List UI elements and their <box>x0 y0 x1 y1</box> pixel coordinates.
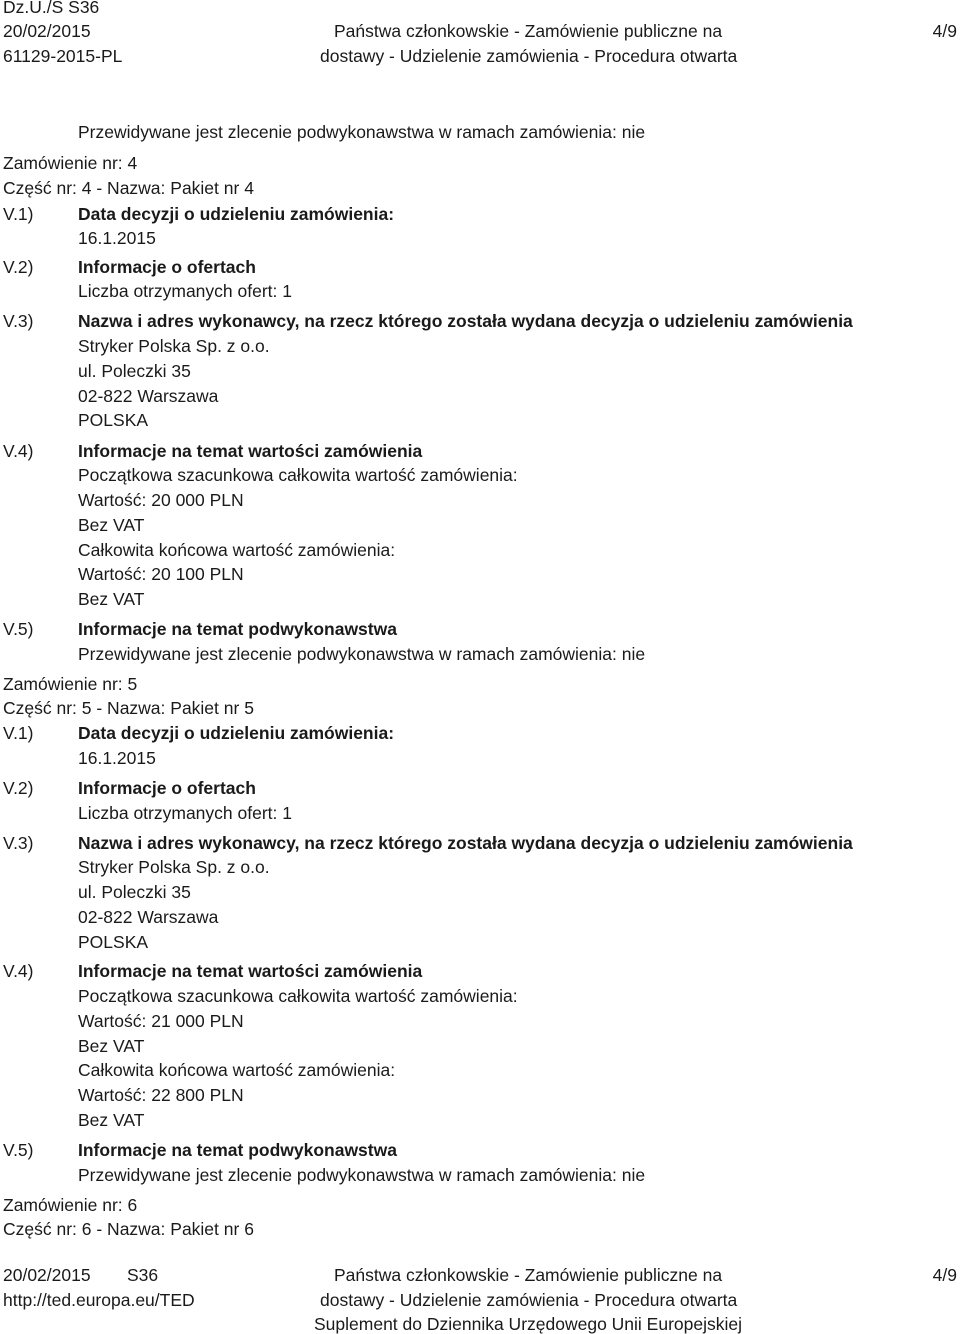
award-date-value: 16.1.2015 <box>78 228 156 248</box>
initial-value-label: Początkowa szacunkowa całkowita wartość zamówienia: <box>78 465 518 485</box>
lot-name: Część nr: 5 - Nazwa: Pakiet nr 5 <box>3 698 254 718</box>
page-footer <box>0 1262 960 1334</box>
section-label-v5: V.5) <box>3 1140 34 1160</box>
lot-name: Część nr: 4 - Nazwa: Pakiet nr 4 <box>3 178 254 198</box>
page-header <box>0 0 960 70</box>
final-value-label: Całkowita końcowa wartość zamówienia: <box>78 1060 396 1080</box>
initial-vat: Bez VAT <box>78 1036 145 1056</box>
final-value-label: Całkowita końcowa wartość zamówienia: <box>78 540 396 560</box>
initial-value: Wartość: 20 000 PLN <box>78 490 244 510</box>
final-value: Wartość: 22 800 PLN <box>78 1085 244 1105</box>
footer-title-line1: Państwa członkowskie - Zamówienie publiczne na <box>334 1265 723 1285</box>
final-vat: Bez VAT <box>78 1110 145 1130</box>
journal-ref: Dz.U./S S36 <box>3 0 100 17</box>
offers-heading: Informacje o ofertach <box>78 778 256 798</box>
offers-count: Liczba otrzymanych ofert: 1 <box>78 281 292 301</box>
order-number: Zamówienie nr: 4 <box>3 153 138 173</box>
contractor-country: POLSKA <box>78 410 149 430</box>
value-heading: Informacje na temat wartości zamówienia <box>78 441 423 461</box>
header-title-line2: dostawy - Udzielenie zamówienia - Procedura otwarta <box>320 46 738 66</box>
section-label-v1: V.1) <box>3 204 34 224</box>
award-date-value: 16.1.2015 <box>78 748 156 768</box>
subcontract-heading: Informacje na temat podwykonawstwa <box>78 1140 397 1160</box>
contractor-name: Stryker Polska Sp. z o.o. <box>78 857 270 877</box>
header-title-line1: Państwa członkowskie - Zamówienie publiczne na <box>334 21 723 41</box>
footer-date: 20/02/2015 <box>3 1265 91 1285</box>
section-label-v4: V.4) <box>3 441 34 461</box>
section-label-v5: V.5) <box>3 619 34 639</box>
offers-count: Liczba otrzymanych ofert: 1 <box>78 803 292 823</box>
subcontract-info: Przewidywane jest zlecenie podwykonawstwa w ramach zamówienia: nie <box>78 644 646 664</box>
initial-value-label: Początkowa szacunkowa całkowita wartość zamówienia: <box>78 986 518 1006</box>
order-number: Zamówienie nr: 5 <box>3 674 138 694</box>
header-page-number: 4/9 <box>932 21 957 41</box>
award-date-heading: Data decyzji o udzieleniu zamówienia: <box>78 723 395 743</box>
award-date-heading: Data decyzji o udzieleniu zamówienia: <box>78 204 395 224</box>
contractor-city: 02-822 Warszawa <box>78 386 219 406</box>
footer-url-link[interactable]: http://ted.europa.eu/TED <box>3 1290 195 1310</box>
header-date: 20/02/2015 <box>3 21 91 41</box>
contractor-street: ul. Poleczki 35 <box>78 882 191 902</box>
contractor-heading: Nazwa i adres wykonawcy, na rzecz którego została wydana decyzja o udzieleniu zamówienia <box>78 833 853 853</box>
contractor-city: 02-822 Warszawa <box>78 907 219 927</box>
contractor-name: Stryker Polska Sp. z o.o. <box>78 336 270 356</box>
footer-supplement: Suplement do Dziennika Urzędowego Unii Europejskiej <box>314 1314 743 1334</box>
section-label-v4: V.4) <box>3 961 34 981</box>
section-label-v3: V.3) <box>3 311 34 331</box>
value-heading: Informacje na temat wartości zamówienia <box>78 961 423 981</box>
notice-id: 61129-2015-PL <box>3 46 123 66</box>
section-label-v1: V.1) <box>3 723 34 743</box>
footer-page-number: 4/9 <box>932 1265 957 1285</box>
contractor-heading: Nazwa i adres wykonawcy, na rzecz którego została wydana decyzja o udzieleniu zamówienia <box>78 311 853 331</box>
initial-vat: Bez VAT <box>78 515 145 535</box>
contractor-street: ul. Poleczki 35 <box>78 361 191 381</box>
final-vat: Bez VAT <box>78 589 145 609</box>
lot-name: Część nr: 6 - Nazwa: Pakiet nr 6 <box>3 1219 254 1239</box>
contractor-country: POLSKA <box>78 932 149 952</box>
footer-edition: S36 <box>127 1265 159 1285</box>
section-label-v2: V.2) <box>3 257 34 277</box>
final-value: Wartość: 20 100 PLN <box>78 564 244 584</box>
section-label-v2: V.2) <box>3 778 34 798</box>
initial-value: Wartość: 21 000 PLN <box>78 1011 244 1031</box>
subcontract-heading: Informacje na temat podwykonawstwa <box>78 619 397 639</box>
footer-title-line2: dostawy - Udzielenie zamówienia - Procedura otwarta <box>320 1290 738 1310</box>
offers-heading: Informacje o ofertach <box>78 257 256 277</box>
order-number: Zamówienie nr: 6 <box>3 1195 138 1215</box>
top-subcontract-info: Przewidywane jest zlecenie podwykonawstwa w ramach zamówienia: nie <box>78 122 646 142</box>
subcontract-info: Przewidywane jest zlecenie podwykonawstwa w ramach zamówienia: nie <box>78 1165 646 1185</box>
section-label-v3: V.3) <box>3 833 34 853</box>
